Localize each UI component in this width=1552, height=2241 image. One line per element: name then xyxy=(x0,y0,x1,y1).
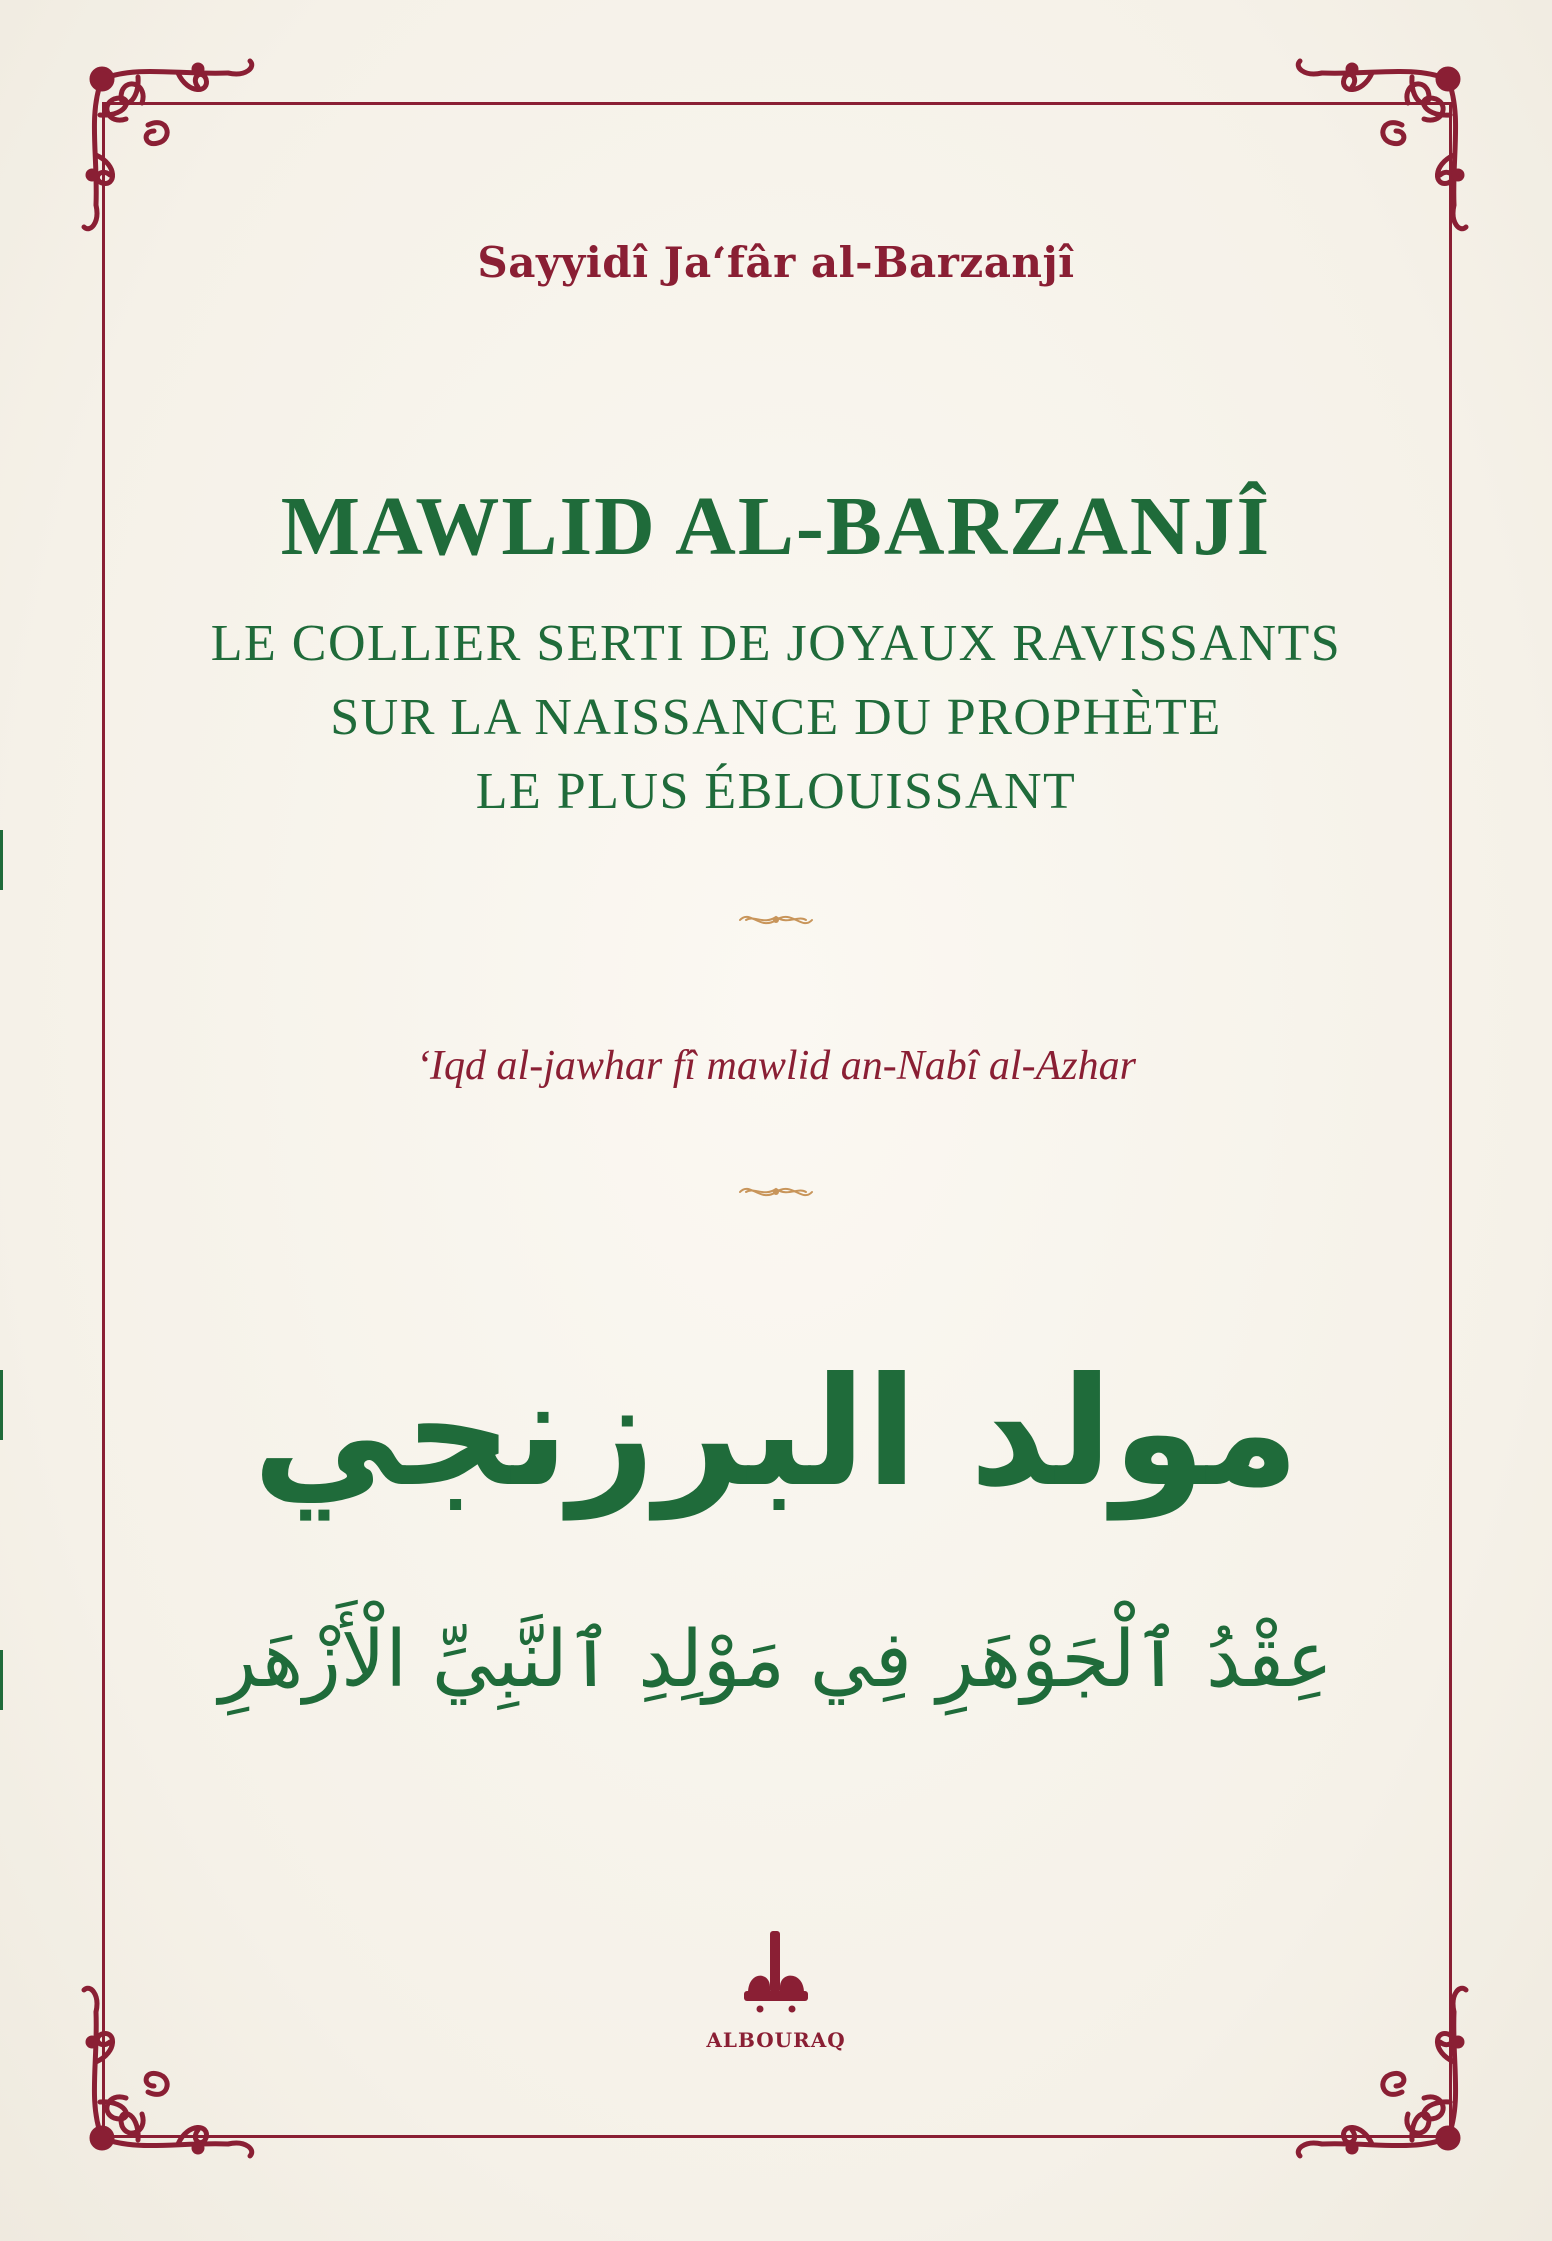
subtitle-line-1: LE COLLIER SERTI DE JOYAUX RAVISSANTS xyxy=(210,615,1342,672)
corner-ornament-top-left-icon xyxy=(78,55,288,265)
edge-mark xyxy=(0,830,17,890)
book-title: MAWLID AL-BARZANJÎ xyxy=(280,480,1272,573)
edge-mark xyxy=(0,1370,17,1440)
border-frame xyxy=(102,102,1452,2138)
flourish-divider-icon xyxy=(736,905,816,935)
author-name: Sayyidî Ja‘fâr al-Barzanjî xyxy=(477,238,1075,287)
subtitle-line-2: SUR LA NAISSANCE DU PROPHÈTE xyxy=(330,689,1222,746)
albouraq-logo-icon xyxy=(740,1927,812,2017)
corner-ornament-top-right-icon xyxy=(1262,55,1472,265)
flourish-divider-icon xyxy=(736,1177,816,1207)
corner-ornament-bottom-right-icon xyxy=(1262,1952,1472,2162)
corner-ornament-bottom-left-icon xyxy=(78,1952,288,2162)
arabic-subtitle: عِقْدُ ٱلْجَوْهَرِ فِي مَوْلِدِ ٱلنَّبِيِّ الْأَزْهَرِ xyxy=(219,1615,1333,1705)
edge-mark xyxy=(0,1650,17,1710)
transliterated-title: ‘Iqd al-jawhar fî mawlid an-Nabî al-Azhar xyxy=(416,1043,1136,1089)
arabic-title: مولد البرزنجي xyxy=(252,1346,1300,1520)
subtitle-line-3: LE PLUS ÉBLOUISSANT xyxy=(475,763,1077,820)
publisher-name: ALBOURAQ xyxy=(706,2028,846,2052)
